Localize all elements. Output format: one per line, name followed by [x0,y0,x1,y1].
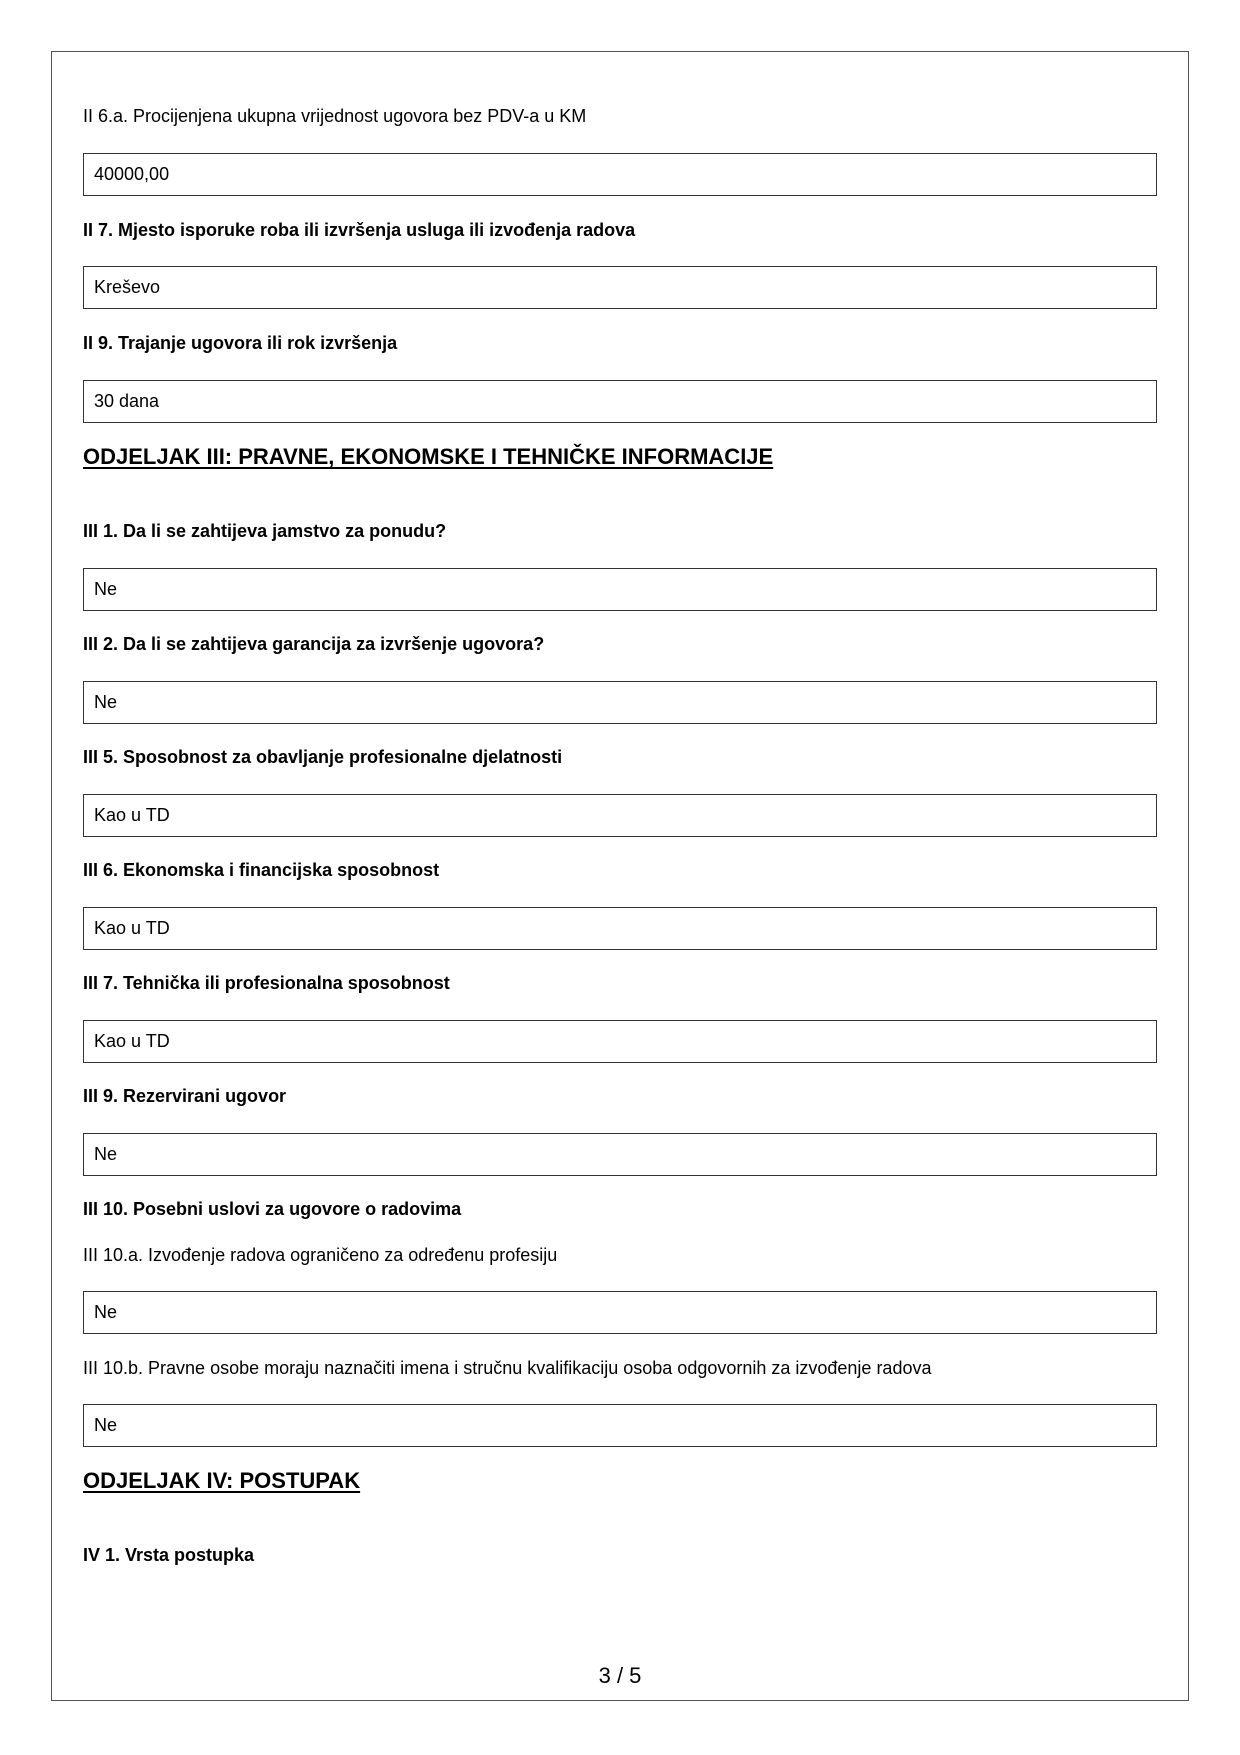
field-label-iii-7: III 7. Tehnička ili profesionalna sposobnost [83,973,450,993]
section-heading-iii: ODJELJAK III: PRAVNE, EKONOMSKE I TEHNIČKE INFORMACIJE [83,444,774,469]
field-label-iii-6: III 6. Ekonomska i financijska sposobnost [83,860,440,880]
field-label-ii-6a: II 6.a. Procijenjena ukupna vrijednost ugovora bez PDV-a u KM [83,106,587,126]
section-heading-iv: ODJELJAK IV: POSTUPAK [83,1468,361,1493]
field-value-iii-7: Kao u TD [83,1020,1157,1063]
field-label-iv-1: IV 1. Vrsta postupka [83,1545,255,1565]
field-label-iii-1: III 1. Da li se zahtijeva jamstvo za ponudu? [83,521,447,541]
field-value-iii-10a: Ne [83,1291,1157,1334]
field-label-ii-9: II 9. Trajanje ugovora ili rok izvršenja [83,333,398,353]
field-value-ii-9: 30 dana [83,380,1157,423]
field-label-iii-5: III 5. Sposobnost za obavljanje profesionalne djelatnosti [83,747,563,767]
field-label-iii-10: III 10. Posebni uslovi za ugovore o radovima [83,1199,462,1219]
field-value-iii-5: Kao u TD [83,794,1157,837]
field-label-iii-9: III 9. Rezervirani ugovor [83,1086,287,1106]
field-value-iii-6: Kao u TD [83,907,1157,950]
field-value-ii-6a: 40000,00 [83,153,1157,196]
field-value-iii-2: Ne [83,681,1157,724]
field-value-iii-1: Ne [83,568,1157,611]
field-value-iii-10b: Ne [83,1404,1157,1447]
field-value-iii-9: Ne [83,1133,1157,1176]
field-label-ii-7: II 7. Mjesto isporuke roba ili izvršenja usluga ili izvođenja radova [83,220,636,240]
page-number: 3 / 5 [598,1663,642,1688]
field-value-ii-7: Kreševo [83,266,1157,309]
field-label-iii-10b: III 10.b. Pravne osobe moraju naznačiti imena i stručnu kvalifikaciju osoba odgovornih za izvođenje radova [83,1358,932,1378]
field-label-iii-2: III 2. Da li se zahtijeva garancija za izvršenje ugovora? [83,634,545,654]
field-label-iii-10a: III 10.a. Izvođenje radova ograničeno za određenu profesiju [83,1245,558,1265]
